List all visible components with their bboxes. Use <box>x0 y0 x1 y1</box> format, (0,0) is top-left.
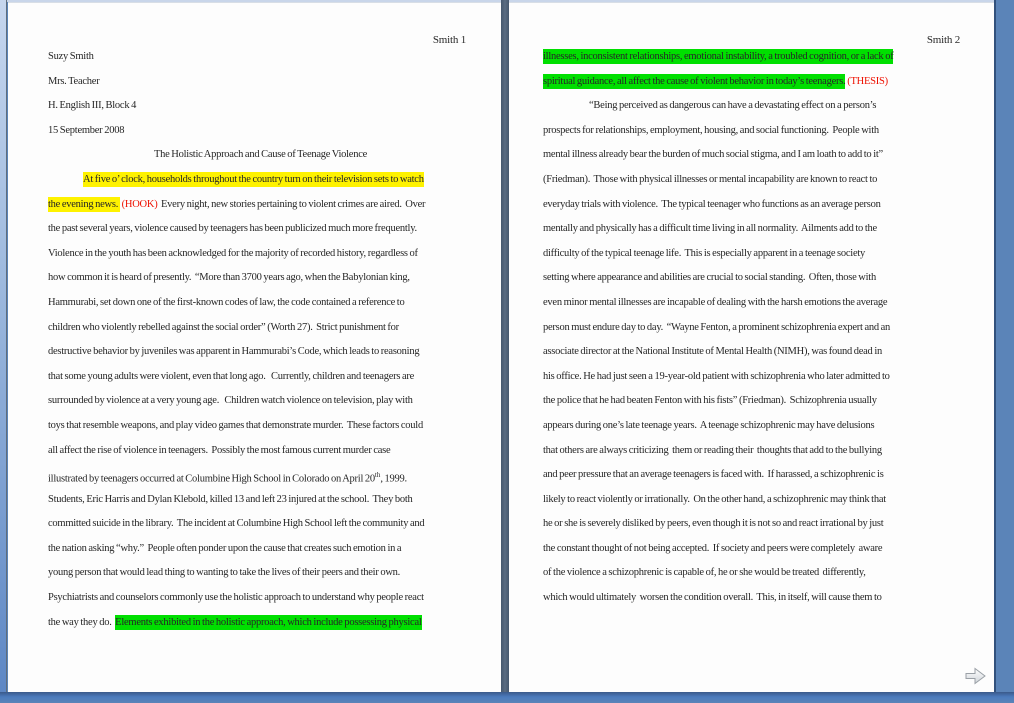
text-line <box>48 45 473 70</box>
text-segment: , 1999. <box>380 473 407 485</box>
text-segment: prospects for relationships, employment, housing, and social functioning. People with <box>543 124 879 136</box>
text-segment: the past several years, violence caused by teenagers has been publicized much more frequently. <box>48 223 417 235</box>
text-segment: likely to react violently or irrationally. On the other hand, a schizophrenic may think that <box>543 493 886 505</box>
page-1 <box>8 2 501 692</box>
page-divider <box>501 0 509 692</box>
text-segment: children who violently rebelled against the social order” (Worth 27). Strict punishment for <box>48 321 399 333</box>
text-segment: and peer pressure that an average teenagers is faced with. If harassed, a schizophrenic is <box>543 469 884 481</box>
text-segment: all affect the rise of violence in teenagers. Possibly the most famous current murder case <box>48 444 391 456</box>
text-segment: Hammurabi, set down one of the first-known codes of law, the code contained a reference to <box>48 296 405 308</box>
text-segment: appears during one’s late teenage years. A teenage schizophrenic may have delusions <box>543 419 875 431</box>
text-segment: mental illness already bear the burden of much social stigma, and I am loath to add to it” <box>543 149 883 161</box>
text-line <box>543 291 964 316</box>
text-line <box>48 193 473 218</box>
text-segment: illustrated by teenagers occurred at Columbine High School in Colorado on April 20 <box>48 473 375 485</box>
text-line <box>48 266 473 291</box>
text-segment: the constant thought of not being accepted. If society and peers were completely aware <box>543 542 883 554</box>
text-segment: even minor mental illnesses are incapable of dealing with the harsh emotions the average <box>543 296 888 308</box>
text-segment: that some young adults were violent, even that long ago. Currently, children and teenagers are <box>48 370 415 382</box>
text-segment: Suzy Smith <box>48 51 94 62</box>
frame-bottom-edge <box>0 692 1014 703</box>
text-segment: Students, Eric Harris and Dylan Klebold, killed 13 and left 23 injured at the school. They both <box>48 493 413 505</box>
page-1-text-body <box>48 45 473 635</box>
text-line <box>48 586 473 611</box>
text-segment: his office. He had just seen a 19-year-old patient with schizophrenia who later admitted to <box>543 370 890 382</box>
green-highlight: Elements exhibited in the holistic approach, which include possessing physical <box>115 616 422 628</box>
text-line <box>48 512 473 537</box>
text-line <box>48 561 473 586</box>
text-line <box>48 70 473 95</box>
text-segment: how common it is heard of presently. “More than 3700 years ago, when the Babylonian king, <box>48 272 410 284</box>
text-line <box>543 193 964 218</box>
text-line <box>48 340 473 365</box>
text-line <box>48 119 473 144</box>
text-segment: Mrs. Teacher <box>48 75 100 87</box>
text-segment: 15 September 2008 <box>48 124 125 136</box>
text-line <box>48 168 473 193</box>
frame-right-edge <box>994 0 1014 703</box>
text-segment: he or she is severely disliked by peers, even though it is not so and react irrational by just <box>543 518 884 530</box>
text-line <box>543 389 964 414</box>
text-segment: which would ultimately worsen the condition overall. This, in itself, will cause them to <box>543 592 882 604</box>
text-line <box>543 439 964 464</box>
text-line <box>543 168 964 193</box>
text-line <box>543 70 964 95</box>
annotation-label: (HOOK) <box>119 198 158 210</box>
text-line <box>543 217 964 242</box>
text-line <box>543 242 964 267</box>
text-line <box>543 143 964 168</box>
text-line <box>48 611 473 636</box>
page-2-text-body <box>543 45 964 611</box>
text-segment: H. English III, Block 4 <box>48 100 137 112</box>
text-segment: The Holistic Approach and Cause of Teenage Violence <box>153 149 368 161</box>
text-segment: setting where appearance and abilities are crucial to social standing. Often, those with <box>543 272 876 284</box>
yellow-highlight: the evening news. <box>48 198 120 210</box>
text-line <box>48 291 473 316</box>
text-line <box>543 586 964 611</box>
green-highlight: spiritual guidance, all affect the cause of violent behavior in today’s teenagers. <box>543 75 846 87</box>
text-line <box>48 143 473 168</box>
text-line <box>543 119 964 144</box>
text-segment: person must endure day to day. “Wayne Fenton, a prominent schizophrenia expert and an <box>543 321 891 333</box>
text-segment: Every night, new stories pertaining to violent crimes are aired. Over <box>157 198 426 210</box>
text-segment: Violence in the youth has been acknowledged for the majority of recorded history, regardless of <box>48 247 418 259</box>
superscript-text: th <box>374 471 381 480</box>
text-line <box>48 439 473 464</box>
text-segment: mentally and physically has a difficult time living in all normality. Ailments add to the <box>543 223 877 235</box>
text-line <box>543 94 964 119</box>
text-segment: difficulty of the typical teenage life. This is especially apparent in a teenage society <box>543 247 866 259</box>
yellow-highlight: At five o’ clock, households throughout the country turn on their television sets to watch <box>83 173 424 185</box>
text-segment: associate director at the National Institute of Mental Health (NIMH), was found dead in <box>543 346 883 358</box>
text-line <box>543 340 964 365</box>
text-line <box>48 94 473 119</box>
text-line <box>543 463 964 488</box>
text-segment: Psychiatrists and counselors commonly use the holistic approach to understand why people react <box>48 592 424 604</box>
text-line <box>48 365 473 390</box>
text-segment: committed suicide in the library. The incident at Columbine High School left the community and <box>48 518 425 530</box>
text-line <box>48 537 473 562</box>
text-line <box>48 488 473 513</box>
text-line <box>543 537 964 562</box>
text-segment: the police that he had beaten Fenton with his fists” (Friedman). Schizophrenia usually <box>543 395 877 407</box>
text-line <box>543 512 964 537</box>
text-line <box>543 45 964 70</box>
text-segment: toys that resemble weapons, and play video games that demonstrate murder. These factors could <box>48 419 423 431</box>
green-highlight: illnesses, inconsistent relationships, emotional instability, a troubled cognition, or a lack of <box>543 51 894 62</box>
text-line <box>48 316 473 341</box>
text-line <box>48 217 473 242</box>
text-line <box>543 561 964 586</box>
running-head-page-1: Smith 1 <box>432 34 466 46</box>
frame-left-edge <box>0 0 7 703</box>
text-line <box>543 488 964 513</box>
running-head-page-2: Smith 2 <box>926 34 960 46</box>
text-segment: the way they do. <box>48 616 116 628</box>
text-line <box>543 414 964 439</box>
text-segment: surrounded by violence at a very young age. Children watch violence on television, play with <box>48 395 413 407</box>
text-segment: destructive behavior by juveniles was apparent in Hammurabi’s Code, which leads to reasoning <box>48 346 420 358</box>
text-segment: (Friedman). Those with physical illnesses or mental incapability are known to react to <box>543 173 878 185</box>
text-segment: of the violence a schizophrenic is capable of, he or she would be treated differently, <box>543 567 866 579</box>
text-line <box>48 463 473 488</box>
text-line <box>48 242 473 267</box>
text-line <box>543 365 964 390</box>
text-segment: “Being perceived as dangerous can have a devastating effect on a person’s <box>589 100 877 112</box>
text-segment: that others are always criticizing them or reading their thoughts that add to the bullying <box>543 444 882 456</box>
text-segment: everyday trials with violence. The typical teenager who functions as an average person <box>543 198 881 210</box>
annotation-label: (THESIS) <box>845 75 888 87</box>
text-segment: young person that would lead thing to wanting to take the lives of their peers and their own. <box>48 567 401 579</box>
text-line <box>543 266 964 291</box>
text-line <box>543 316 964 341</box>
page-2 <box>509 2 994 692</box>
text-line <box>48 414 473 439</box>
next-page-arrow-icon[interactable] <box>963 663 989 689</box>
text-segment: the nation asking “why.” People often ponder upon the cause that creates such emotion in a <box>48 542 402 554</box>
text-line <box>48 389 473 414</box>
